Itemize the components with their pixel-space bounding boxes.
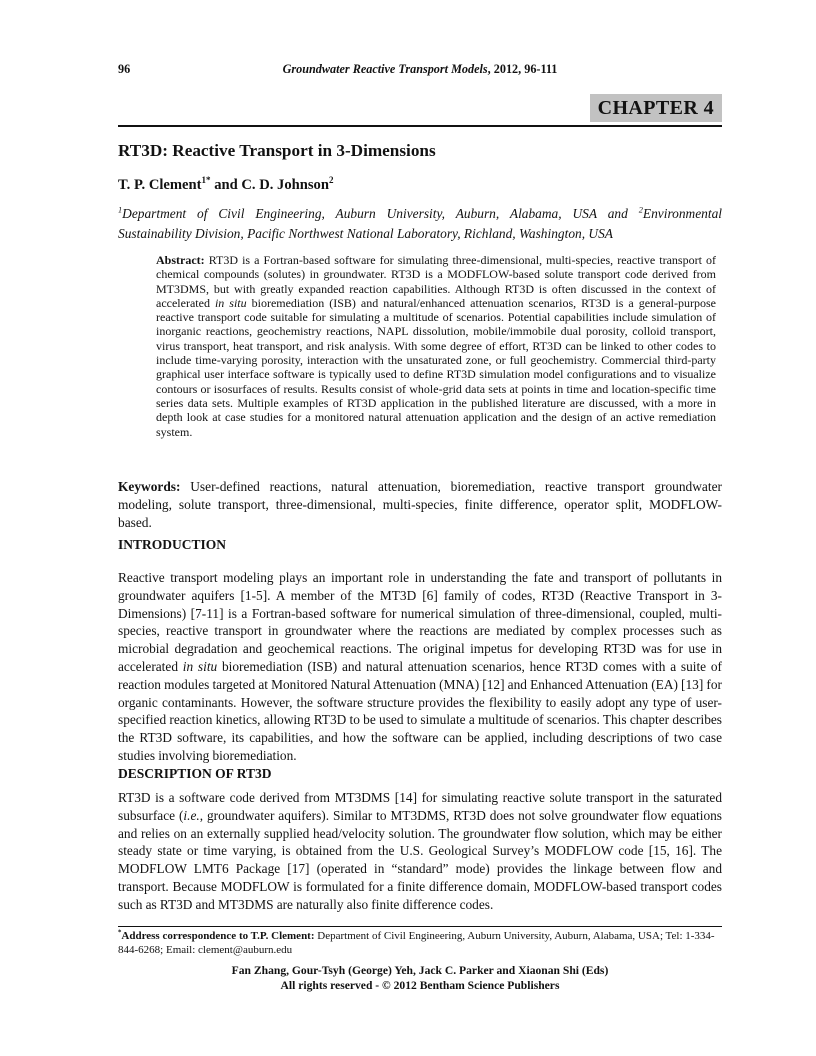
footnote-rule bbox=[118, 926, 722, 927]
editors-line: Fan Zhang, Gour-Tsyh (George) Yeh, Jack C. Parker and Xiaonan Shi (Eds) bbox=[231, 964, 609, 977]
page-header bbox=[118, 62, 722, 77]
copyright-line: All rights reserved - © 2012 Bentham Science Publishers bbox=[280, 979, 560, 992]
chapter-badge: CHAPTER 4 bbox=[590, 94, 722, 122]
correspondence-footnote: *Address correspondence to T.P. Clement: Department of Civil Engineering, Auburn University, Auburn, Alabama, USA; Tel: 1-334-844-6268; Email: clement@auburn.edu bbox=[118, 929, 715, 956]
chapter-rule bbox=[118, 94, 722, 127]
introduction-paragraph: Reactive transport modeling plays an important role in understanding the fate and transport of pollutants in groundwater aquifers [1-5]. A member of the MT3D [6] family of codes, RT3D (Reactive Transport in 3-Dimensions) [7-11] is a Fortran-based software for numerical simulation of three-dimensional, coupled, multi-species, reactive transport in groundwater where the reactions are mediated by complex processes such as microbial degradation and geochemical reactions. The original impetus for developing RT3D was for use in accelerated in situ bioremediation (ISB) and natural attenuation scenarios, hence RT3D comes with a suite of reaction modules targeted at Monitored Natural Attenuation (MNA) [12] and Enhanced Attenuation (EA) [13] for organic contaminants. However, the software structure provides the flexibility to easily adopt any type of user-specified reaction kinetics, allowing RT3D to be used to simulate a multitude of scenarios. This chapter describes the RT3D software, its capabilities, and how the software can be applied, including descriptions of two case studies involving bioremediation. bbox=[118, 570, 722, 763]
affiliation: $^1$Department of Civil Engineering, Auburn University, Auburn, Alabama, USA and $^2$Environmental Sustainability Division, Pacific Northwest National Laboratory, Richland, Washington, USA bbox=[118, 205, 722, 241]
section-heading-description: DESCRIPTION OF RT3D bbox=[118, 766, 272, 781]
article-title: RT3D: Reactive Transport in 3-Dimensions bbox=[118, 141, 436, 160]
authors-line: T. P. Clement$^{1*}$ and C. D. Johnson$^2$ bbox=[118, 175, 334, 193]
description-paragraph: RT3D is a software code derived from MT3DMS [14] for simulating reactive solute transport in the saturated subsurface (i.e., groundwater aquifers). Similar to MT3DMS, RT3D does not solve groundwater flow equations and relies on an externally supplied head/velocity solution. The groundwater flow solution, which may be either steady state or time varying, is obtained from the U.S. Geological Survey’s MODFLOW code [15, 16]. The MODFLOW LMT6 Package [17] (operated in “standard” mode) provides the linkage between flow and transport. Because MODFLOW is formulated for a finite difference domain, MODFLOW-based transport codes such as RT3D and MT3DMS are naturally also finite difference codes. bbox=[118, 790, 722, 912]
keywords-paragraph: Keywords: User-defined reactions, natural attenuation, bioremediation, reactive transport groundwater modeling, solute transport, three-dimensional, multi-species, finite difference, operator split, MODFLOW-based. bbox=[118, 479, 722, 530]
abstract-paragraph: Abstract: RT3D is a Fortran-based software for simulating three-dimensional, multi-species, reactive transport of chemical compounds (solutes) in groundwater. RT3D is a MODFLOW-based solute transport code derived from MT3DMS, but with greatly expanded reaction capabilities. Although RT3D is often discussed in the context of accelerated in situ bioremediation (ISB) and natural/enhanced attenuation scenarios, RT3D is a general-purpose reactive transport code suitable for simulating a multitude of scenarios. Potential capabilities include simulation of inorganic reactions, geochemistry reactions, NAPL dissolution, mobile/immobile dual porosity, colloid transport, virus transport, heat transport, and risk analysis. With some degree of effort, RT3D can be linked to other codes to include time-varying porosity, interaction with the unsaturated zone, or full geochemistry. Commercial third-party graphical user interface software is typically used to define RT3D simulation model configurations and to visualize contours or isosurfaces of results. Results consist of whole-grid data sets at points in time and location-specific time series data sets. Multiple examples of RT3D application in the published literature are discussed, with a more in depth look at case studies for a monitored natural attenuation application and the design of an active remediation system. bbox=[156, 253, 717, 439]
section-heading-introduction: INTRODUCTION bbox=[118, 537, 227, 552]
page-number: 96 bbox=[118, 62, 131, 76]
running-title: Groundwater Reactive Transport Models, 2012, 96-111 bbox=[282, 62, 558, 76]
page-content bbox=[118, 0, 722, 1056]
